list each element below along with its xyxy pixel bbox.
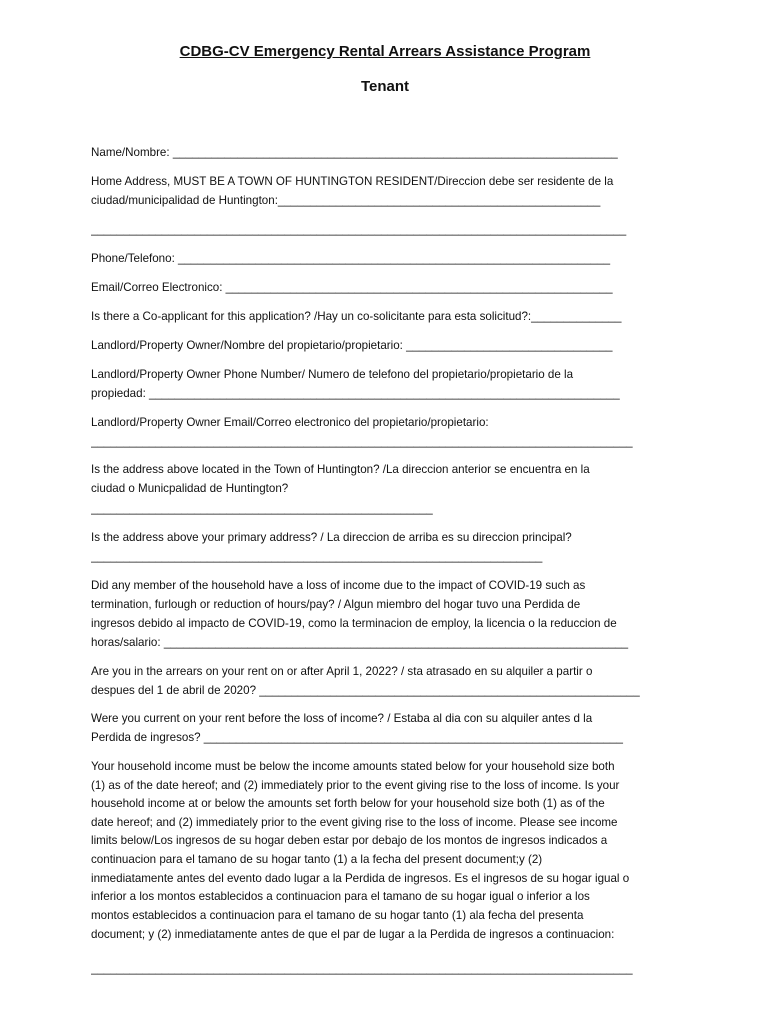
landlord-name-field[interactable]: Landlord/Property Owner/Nombre del propietario/propietario: ________________________________: [91, 339, 613, 352]
household-income-text-3: household income at or below the amounts set forth below for your household size both (1) as of the: [91, 797, 605, 810]
household-income-text-2: (1) as of the date hereof; and (2) immediately prior to the event giving rise to the loss of income. Is your: [91, 779, 620, 792]
landlord-phone-field[interactable]: propiedad: _________________________________________________________________________: [91, 387, 620, 400]
landlord-email-label: Landlord/Property Owner Email/Correo electronico del propietario/propietario:: [91, 416, 489, 429]
document-subtitle: Tenant: [360, 78, 410, 95]
household-income-text-6: continuacion para el tamano de su hogar tanto (1) a la fecha del present document;y (2): [91, 853, 543, 866]
household-income-text-4: date hereof; and (2) immediately prior to the event giving rise to the loss of income. Please see income: [91, 816, 618, 829]
document-title: CDBG-CV Emergency Rental Arrears Assistance Program: [179, 43, 591, 60]
income-loss-answer-field[interactable]: horas/salario: ________________________________________________________________________: [91, 636, 629, 649]
current-rent-answer-field[interactable]: Perdida de ingresos? _________________________________________________________________: [91, 731, 623, 744]
landlord-phone-label: Landlord/Property Owner Phone Number/ Numero de telefono del propietario/propietario de la: [91, 368, 574, 381]
current-rent-question: Were you current on your rent before the loss of income? / Estaba al dia con su alquiler antes d la: [91, 712, 593, 725]
email-field[interactable]: Email/Correo Electronico: ____________________________________________________________: [91, 281, 613, 294]
household-income-text-9: montos establecidos a continuacion para el tamano de su hogar tanto (1) ala fecha del presenta: [91, 909, 584, 922]
primary-address-answer-field[interactable]: ______________________________________________________________________: [91, 550, 543, 563]
home-address-field[interactable]: ciudad/municipalidad de Huntington:__________________________________________________: [91, 194, 601, 207]
location-question: Is the address above located in the Town of Huntington? /La direccion anterior se encuentra en la: [91, 463, 590, 476]
household-income-answer-field[interactable]: ____________________________________________________________________________________: [91, 962, 633, 975]
location-answer-field[interactable]: _____________________________________________________: [91, 502, 433, 515]
home-address-field-line-2[interactable]: ___________________________________________________________________________________: [91, 223, 627, 236]
household-income-text-7: inmediatamente antes del evento dado lugar a la Perdida de ingresos. Es el ingresos de su hogar igual o: [91, 872, 630, 885]
income-loss-question: Did any member of the household have a loss of income due to the impact of COVID-19 such as: [91, 579, 586, 592]
primary-address-question: Is the address above your primary address? / La direccion de arriba es su direccion principal?: [91, 531, 572, 544]
arrears-question: Are you in the arrears on your rent on or after April 1, 2022? / sta atrasado en su alquiler a partir o: [91, 665, 593, 678]
location-question-cont: ciudad o Municpalidad de Huntington?: [91, 482, 289, 495]
income-loss-question-2: termination, furlough or reduction of hours/pay? / Algun miembro del hogar tuvo una Perdida de: [91, 598, 581, 611]
phone-field[interactable]: Phone/Telefono: ___________________________________________________________________: [91, 252, 611, 265]
income-loss-question-3: ingresos debido al impacto de COVID-19, como la terminacion de employ, la licencia o la reduccion de: [91, 617, 617, 630]
household-income-text-5: limits below/Los ingresos de su hogar deben estar por debajo de los montos de ingresos indicados a: [91, 834, 608, 847]
coapplicant-field[interactable]: Is there a Co-applicant for this application? /Hay un co-solicitante para esta solicitud?:______________: [91, 310, 622, 323]
household-income-text-8: inferior a los montos establecidos a continuacion para el tamano de su hogar igual o inferior a los: [91, 890, 590, 903]
name-field[interactable]: Name/Nombre: _____________________________________________________________________: [91, 146, 618, 159]
household-income-text-1: Your household income must be below the income amounts stated below for your household size both: [91, 760, 615, 773]
home-address-label: Home Address, MUST BE A TOWN OF HUNTINGTON RESIDENT/Direccion debe ser residente de la: [91, 175, 614, 188]
landlord-email-field[interactable]: ____________________________________________________________________________________: [91, 435, 633, 448]
household-income-text-10: document; y (2) inmediatamente antes de que el par de lugar a la Perdida de ingresos a continuacion:: [91, 928, 615, 941]
arrears-answer-field[interactable]: despues del 1 de abril de 2020? ___________________________________________________________: [91, 684, 640, 697]
